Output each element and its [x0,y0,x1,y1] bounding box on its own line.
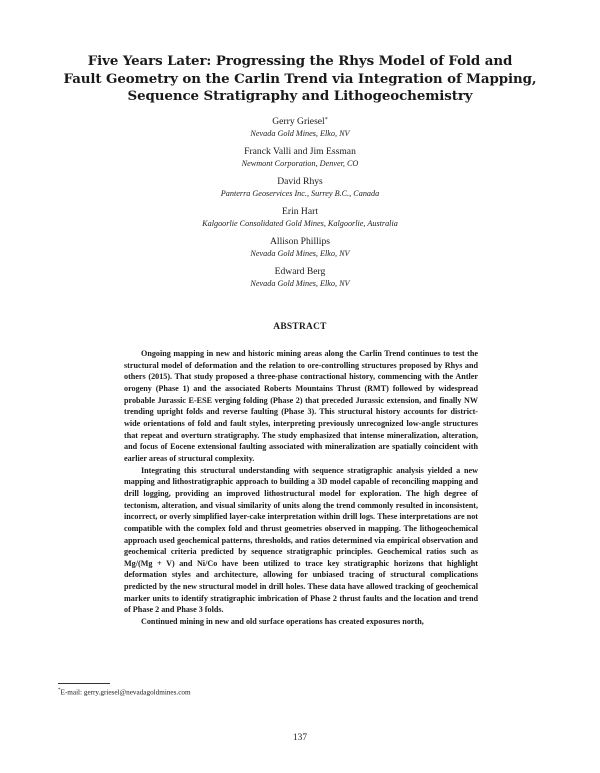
author-list [40,116,560,291]
author-name: Edward Berg [274,266,326,277]
corresponding-author-marker: * [324,117,328,123]
author-block [40,206,560,231]
title-line-1: Five Years Later: Progressing the Rhys Model of Fold and [87,53,513,69]
page-number: 137 [292,733,308,743]
abstract-heading: ABSTRACT [273,322,327,332]
author-block [40,176,560,201]
author-block [40,116,560,141]
abstract-paragraph: Continued mining in new and old surface operations has created exposures north, [141,617,424,627]
author-name: Franck Valli and Jim Essman [244,146,356,157]
author-affiliation: Nevada Gold Mines, Elko, NV [250,249,350,258]
footnote [58,688,191,696]
author-affiliation: Nevada Gold Mines, Elko, NV [250,129,350,138]
title-line-2: Fault Geometry on the Carlin Trend via Integration of Mapping, [63,70,537,87]
author-name: Allison Phillips [270,236,330,247]
author-affiliation: Newmont Corporation, Denver, CO [241,159,359,168]
abstract-body [124,348,478,628]
paper-title [40,53,560,106]
footnote-marker: * [58,688,61,693]
abstract-paragraph: Integrating this structural understanding with sequence stratigraphic analysis yielded a new mapping and lithostratigraphic approach to building a 3D model capable of reconciling mapping and drill logging, providing an improved lithostructural model for exploration. The high degree of tectonism, alteration, and visual similarity of units along the trend commonly resulted in inconsistent, incorrect, or overly simplified layer-cake interpretation within drill logs. These interpretations are not compatible with the complex fold and thrust geometries observed in mapping. The lithogeochemical approach used geochemical patterns, thresholds, and ratios determined via empirical observation and geochemical criteria predicted by sequence stratigraphic principles. Geochemical ratios such as Mg/(Mg + V) and Ni/Co have been utilized to trace key stratigraphic horizons that highlight deformation styles and architecture, allowing for unbiased tracing of structural complications predicted by the new structural model in drill holes. These data have allowed tracking of geochemical marker units to identify stratigraphic imbrication of Phase 2 thrust faults and the location and trend of Phase 2 and Phase 3 folds. [124,465,478,615]
author-affiliation: Panterra Geoservices Inc., Surrey B.C., Canada [220,189,380,198]
abstract-paragraph: Ongoing mapping in new and historic mining areas along the Carlin Trend continues to test the structural model of deformation and the relation to ore-controlling structures proposed by Rhys and others (2015). That study proposed a three-phase contractional history, commencing with the Antler orogeny (Phase 1) and the associated Roberts Mountains Thrust (RMT) followed by widespread probable Jurassic E-ESE verging folding (Phase 2) that preceded Jurassic extension, and finally NW trending upright folds and reverse faulting (Phase 3). This structural history accounts for district-wide orientations of fold and fault styles, interpreting previously unrecognized low-angle structures that repeat and overturn stratigraphy. The study emphasized that intense mineralization, alteration, and focus of Eocene extensional faulting associated with mineralization are spatially coincident with earlier areas of structural complexity. [124,349,478,463]
author-name: Erin Hart [282,206,318,217]
footnote-email: E-mail: gerry.griesel@nevadagoldmines.com [60,688,191,697]
author-block [40,146,560,171]
author-name: David Rhys [277,176,323,187]
author-affiliation: Kalgoorlie Consolidated Gold Mines, Kalgoorlie, Australia [202,219,398,228]
author-name: Gerry Griesel* [272,116,328,127]
author-block [40,266,560,291]
title-line-3: Sequence Stratigraphy and Lithogeochemistry [127,88,473,104]
author-affiliation: Nevada Gold Mines, Elko, NV [250,279,350,288]
footnote-divider [58,683,110,684]
author-block [40,236,560,261]
